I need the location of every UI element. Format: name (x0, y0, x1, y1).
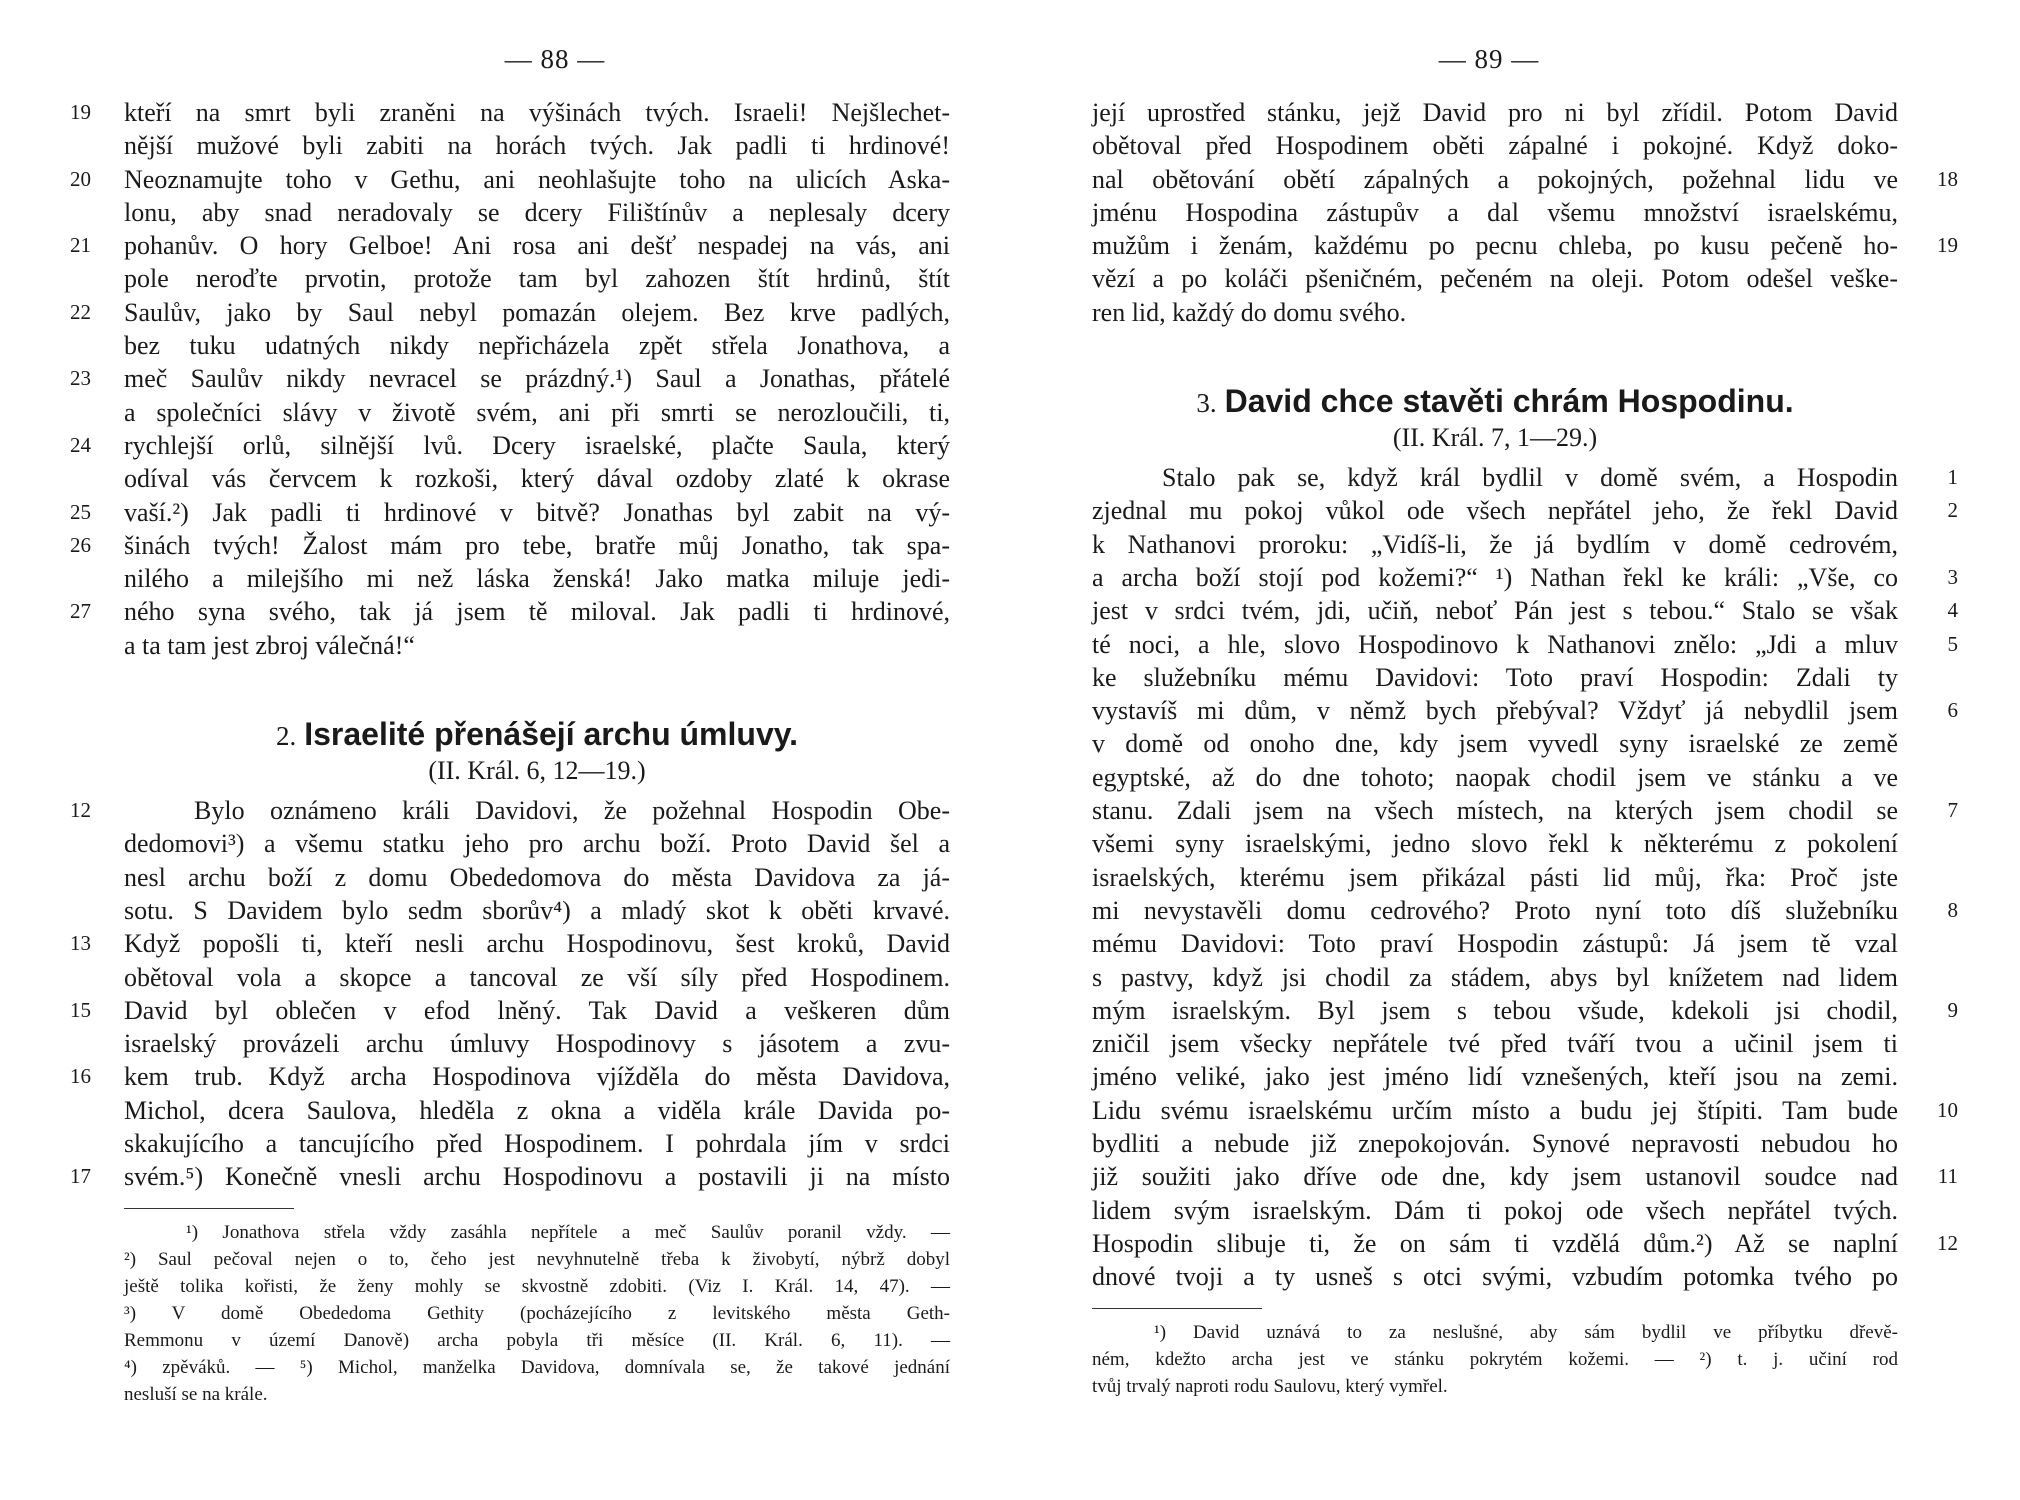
line-text: skakujícího a tancujícího před Hospodinem. I pohrdala jím v srdci (124, 1129, 950, 1159)
verse-number: 19 (70, 100, 91, 124)
text-line (70, 927, 950, 960)
text-line (1092, 961, 1898, 994)
footnote-line: ²) Saul pečoval nejen o to, čeho jest nevyhnutelně třeba k živobytí, nýbrž dobyl (124, 1248, 950, 1270)
line-text: k Nathanovi proroku: „Vidíš-li, že já bydlím v domě cedrovém, (1092, 529, 1898, 559)
verse-number: 20 (70, 166, 91, 191)
line-text: Stalo pak se, když král bydlil v domě svém, a Hospodin (1162, 463, 1898, 493)
text-line (70, 362, 950, 395)
text-line (1092, 661, 1898, 694)
text-line (70, 794, 950, 827)
text-line (124, 629, 950, 662)
verse-number: 15 (70, 997, 91, 1022)
text-line (124, 961, 950, 994)
line-text: dedomovi³) a všemu statku jeho pro archu boží. Proto David šel a (124, 829, 950, 859)
text-line (70, 994, 950, 1027)
text-line (1092, 561, 1958, 594)
footnotes (124, 1219, 950, 1408)
line-text: a společníci slávy v životě svém, ani při smrti se nerozloučili, ti, (124, 397, 950, 427)
text-line (1092, 727, 1898, 760)
text-line (1092, 594, 1958, 627)
text-line (124, 396, 950, 429)
scripture-reference: (II. Král. 6, 12—19.) (428, 756, 646, 786)
text-line (1092, 494, 1958, 527)
footnote-line: ³) V domě Obededoma Gethity (pocházejícího z levitského města Geth- (124, 1302, 950, 1324)
line-text: bez tuku udatných nikdy nepřicházela zpět střela Jonathova, a (124, 331, 950, 361)
line-text: mým israelským. Byl jsem s tebou všude, kdekoli jsi chodil, (1092, 995, 1898, 1025)
line-text: jméno veliké, jako jest jméno lidí vznešených, kteří jsou na zemi. (1092, 1062, 1898, 1092)
line-text: v domě od onoho dne, kdy jsem vyvedl syny israelské ze země (1092, 729, 1898, 759)
line-text: lonu, aby snad neradovaly se dcery Filištínův a neplesaly dcery (124, 197, 950, 227)
text-line (1092, 1094, 1958, 1127)
left-page (70, 0, 950, 1500)
verse-number: 3 (1947, 564, 1958, 589)
verse-number: 24 (70, 432, 91, 457)
line-text: Neoznamujte toho v Gethu, ani neohlašujte toho na ulicích Aska- (124, 164, 950, 194)
verse-number: 16 (70, 1064, 91, 1089)
text-line (1092, 894, 1958, 927)
line-text: israelský provázeli archu úmluvy Hospodinovy s jásotem a zvu- (124, 1029, 950, 1059)
line-text: odíval vás červcem k rozkoši, který dával ozdoby zlaté k okrase (124, 464, 950, 494)
verse-number: 7 (1947, 798, 1958, 823)
line-text: šinách tvých! Žalost mám pro tebe, bratře můj Jonatho, tak spa- (124, 530, 950, 560)
line-text: a archa boží stojí pod kožemi?“ ¹) Nathan řekl ke králi: „Vše, co (1092, 562, 1898, 592)
verse-number: 26 (70, 532, 91, 557)
text-line (1092, 1127, 1898, 1160)
text-block (1092, 96, 1958, 329)
line-text: pole neroďte prvotin, protože tam byl zahozen štít hrdinů, štít (124, 264, 950, 294)
verse-number: 12 (1937, 1230, 1958, 1255)
text-line (1092, 528, 1898, 561)
verse-number: 17 (70, 1164, 91, 1189)
line-text: kem trub. Když archa Hospodinova vjížděla do města Davidova, (124, 1062, 950, 1092)
text-line (124, 562, 950, 595)
line-text: Lidu svému israelskému určím místo a budu jej štípiti. Tam bude (1092, 1095, 1898, 1125)
line-text: všemi syny israelskými, jedno slovo řekl k některému z pokolení (1092, 829, 1898, 859)
text-line (1092, 229, 1958, 262)
verse-number: 10 (1937, 1097, 1958, 1122)
text-line (124, 329, 950, 362)
footnote-divider (1092, 1308, 1262, 1309)
verse-number: 12 (70, 798, 91, 823)
line-text: obětoval před Hospodinem oběti zápalné i pokojné. Když doko- (1092, 131, 1898, 161)
section-title: David chce stavěti chrám Hospodinu. (1224, 383, 1794, 420)
text-line (124, 462, 950, 495)
line-text: zjednal mu pokoj vůkol ode všech nepřátel jeho, že řekl David (1092, 496, 1898, 526)
line-text: a ta tam jest zbroj válečná!“ (124, 630, 415, 660)
verse-number: 9 (1947, 997, 1958, 1022)
section-heading (1092, 381, 1898, 421)
text-line (1092, 262, 1898, 295)
line-text: israelských, kterému jsem přikázal pásti lid můj, řka: Proč jste (1092, 862, 1898, 892)
footnote-divider (124, 1208, 294, 1209)
text-line (1092, 1260, 1898, 1293)
line-text: rychlejší orlů, silnější lvů. Dcery israelské, plačte Saula, který (124, 430, 950, 460)
footnote-line: Remmonu v území Danově) archa pobyla tři měsíce (II. Král. 6, 11). — (124, 1329, 950, 1351)
verse-number: 19 (1937, 233, 1958, 258)
scripture-reference: (II. Král. 7, 1—29.) (1392, 423, 1598, 453)
text-line (70, 296, 950, 329)
line-text: Když popošli ti, kteří nesli archu Hospodinovu, šest kroků, David (124, 929, 950, 959)
text-line (124, 1094, 950, 1127)
section-number: 3. (1196, 388, 1217, 419)
line-text: lidem svým israelským. Dám ti pokoj ode všech nepřátel tvých. (1092, 1195, 1898, 1225)
text-line (124, 1127, 950, 1160)
line-text: ren lid, každý do domu svého. (1092, 297, 1407, 327)
section-title: Israelité přenášejí archu úmluvy. (304, 716, 799, 753)
line-text: vězí a po koláči pšeničném, pečeném na oleji. Potom odešel veške- (1092, 264, 1898, 294)
line-text: obětoval vola a skopce a tancoval ze vší síly před Hospodinem. (124, 962, 950, 992)
footnote-line: ném, kdežto archa jest ve stánku pokrytém kožemi. — ²) t. j. učiní rod (1092, 1348, 1898, 1370)
line-text: ke služebníku mému Davidovi: Toto praví Hospodin: Zdali ty (1092, 662, 1898, 692)
footnote-line: nesluší se na krále. (124, 1383, 268, 1405)
line-text: ného syna svého, tak já jsem tě miloval. Jak padli ti hrdinové, (124, 597, 950, 627)
verse-number: 5 (1947, 631, 1958, 656)
footnote-line: ⁴) zpěváků. — ⁵) Michol, manželka Davidova, domnívala se, že takové jednání (124, 1356, 950, 1378)
line-text: Bylo oznámeno králi Davidovi, že požehnal Hospodin Obe- (194, 796, 950, 826)
text-line (1092, 861, 1898, 894)
text-line (124, 861, 950, 894)
verse-number: 18 (1937, 166, 1958, 191)
text-line (1092, 129, 1898, 162)
verse-number: 6 (1947, 698, 1958, 723)
text-line (124, 262, 950, 295)
line-text: svém.⁵) Konečně vnesli archu Hospodinovu a postavili ji na místo (124, 1162, 950, 1192)
verse-number: 11 (1937, 1164, 1958, 1189)
line-text: stanu. Zdali jsem na všech místech, na kterých jsem chodil se (1092, 796, 1898, 826)
text-line (1092, 1060, 1898, 1093)
line-text: pohanův. O hory Gelboe! Ani rosa ani dešť nespadej na vás, ani (124, 231, 950, 261)
verse-number: 8 (1947, 897, 1958, 922)
line-text: Saulův, jako by Saul nebyl pomazán olejem. Bez krve padlých, (124, 297, 950, 327)
line-text: Hospodin slibuje ti, že on sám ti vzdělá dům.²) Až se naplní (1092, 1228, 1898, 1258)
text-line (1092, 96, 1898, 129)
page-body (70, 96, 950, 1408)
footnotes (1092, 1319, 1898, 1400)
text-line (70, 429, 950, 462)
section-heading (124, 714, 950, 754)
footnote-line: ještě tolika kořisti, že ženy mohly se skvostně zdobiti. (Viz I. Král. 14, 47). — (124, 1275, 950, 1297)
line-text: mému Davidovi: Toto praví Hospodin zástupů: Já jsem tě vzal (1092, 929, 1898, 959)
page-number: — 89 — (1438, 44, 1540, 74)
verse-number: 23 (70, 366, 91, 391)
text-line (124, 196, 950, 229)
line-text: dnové tvoji a ty usneš s otci svými, vzbudím potomka tvého po (1092, 1262, 1898, 1292)
text-line (124, 827, 950, 860)
line-text: bydliti a nebude již znepokojován. Synové nepravosti nebudou ho (1092, 1129, 1898, 1159)
text-line (1092, 628, 1958, 661)
text-line (1092, 1194, 1898, 1227)
text-line (70, 595, 950, 628)
footnote-line: ¹) Jonathova střela vždy zasáhla nepřítele a meč Saulův poranil vždy. — (186, 1221, 950, 1243)
text-line (1092, 827, 1898, 860)
verse-number: 13 (70, 931, 91, 956)
text-line (1092, 461, 1958, 494)
right-page (1092, 0, 1958, 1500)
text-line (1092, 1227, 1958, 1260)
text-line (70, 496, 950, 529)
line-text: nesl archu boží z domu Obededomova do města Davidova za já- (124, 862, 950, 892)
line-text: její uprostřed stánku, jejž David pro ni byl zřídil. Potom David (1092, 98, 1898, 127)
text-line (1092, 1160, 1958, 1193)
line-text: David byl oblečen v efod lněný. Tak David a veškeren dům (124, 995, 950, 1025)
text-line (1092, 694, 1958, 727)
text-line (124, 1027, 950, 1060)
line-text: vystavíš mi dům, v němž bych přebýval? Vždyť já nebydlil jsem (1092, 696, 1898, 726)
line-text: již soužiti jako dříve ode dne, kdy jsem ustanovil soudce nad (1092, 1162, 1898, 1192)
text-line (124, 894, 950, 927)
page-body (1092, 96, 1958, 1400)
verse-number: 22 (70, 299, 91, 324)
verse-number: 4 (1947, 598, 1958, 623)
text-line (70, 529, 950, 562)
line-text: vaší.²) Jak padli ti hrdinové v bitvě? Jonathas byl zabit na vý- (124, 497, 950, 527)
text-line (1092, 296, 1898, 329)
text-line (1092, 994, 1958, 1027)
footnote-line: tvůj trvalý naproti rodu Saulovu, který vymřel. (1092, 1375, 1448, 1397)
section-number: 2. (275, 721, 297, 752)
text-block (70, 96, 950, 662)
line-text: sotu. S Davidem bylo sedm sborův⁴) a mladý skot k oběti krvavé. (124, 895, 950, 925)
line-text: mi nevystavěli domu cedrového? Proto nyní toto díš služebníku (1092, 895, 1898, 925)
text-line (1092, 761, 1898, 794)
text-line (70, 1160, 950, 1193)
line-text: egyptské, až do dne tohoto; naopak chodil jsem ve stánku a ve (1092, 762, 1898, 792)
text-block (70, 794, 950, 1194)
text-line (70, 163, 950, 196)
text-block (1092, 461, 1958, 1293)
line-text: mužům i ženám, každému po pecnu chleba, po kusu pečeně ho- (1092, 231, 1898, 261)
text-line (1092, 1027, 1898, 1060)
line-text: kteří na smrt byli zraněni na výšinách tvých. Israeli! Nejšlechet- (124, 98, 950, 127)
text-line (1092, 794, 1958, 827)
verse-number: 21 (70, 233, 91, 258)
page-number: — 88 — (504, 44, 606, 74)
text-line (70, 229, 950, 262)
text-line (1092, 163, 1958, 196)
verse-number: 1 (1947, 465, 1958, 490)
line-text: nilého a milejšího mi než láska ženská! Jako matka miluje jedi- (124, 564, 950, 594)
line-text: nal obětování obětí zápalných a pokojných, požehnal lidu ve (1092, 164, 1898, 194)
line-text: nější mužové byli zabiti na horách tvých. Jak padli ti hrdinové! (124, 131, 950, 161)
text-line (70, 96, 950, 129)
line-text: s pastvy, když jsi chodil za stádem, abys byl knížetem nad lidem (1092, 962, 1898, 992)
text-line (1092, 927, 1898, 960)
text-line (1092, 196, 1898, 229)
line-text: meč Saulův nikdy nevracel se prázdný.¹) Saul a Jonathas, přátelé (124, 364, 950, 394)
verse-number: 27 (70, 599, 91, 624)
text-line (124, 129, 950, 162)
line-text: jest v srdci tvém, jdi, učiň, neboť Pán jest s tebou.“ Stalo se však (1092, 596, 1898, 626)
line-text: té noci, a hle, slovo Hospodinovo k Nathanovi znělo: „Jdi a mluv (1092, 629, 1898, 659)
line-text: Michol, dcera Saulova, hleděla z okna a viděla krále Davida po- (124, 1095, 950, 1125)
line-text: jménu Hospodina zástupův a dal všemu množství israelskému, (1092, 197, 1898, 227)
verse-number: 2 (1947, 498, 1958, 523)
line-text: zničil jsem všecky nepřátele tvé před tváří tvou a učinil jsem ti (1092, 1029, 1898, 1059)
text-line (70, 1060, 950, 1093)
verse-number: 25 (70, 499, 91, 524)
footnote-line: ¹) David uznává to za neslušné, aby sám bydlil ve příbytku dřevě- (1154, 1321, 1898, 1343)
